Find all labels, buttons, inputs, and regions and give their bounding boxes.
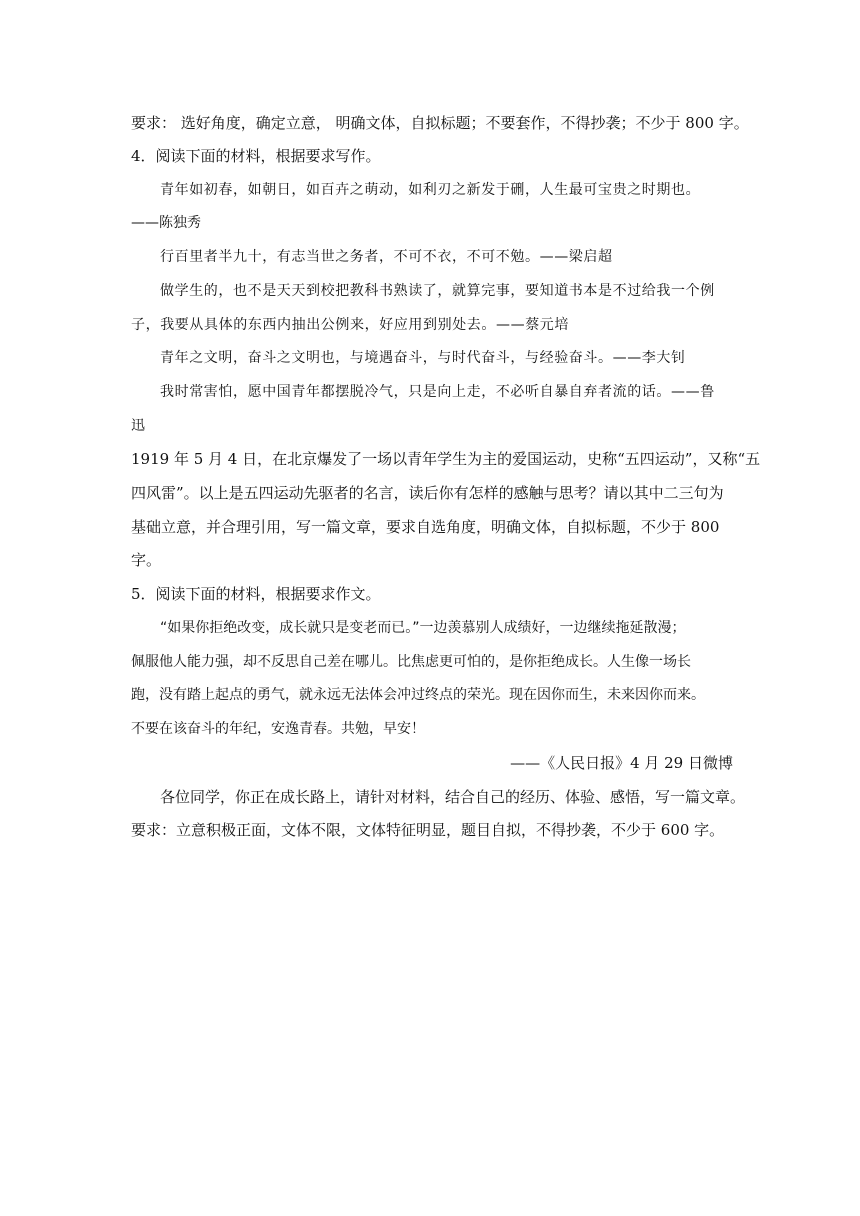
q5-material-line2: 佩服他人能力强，却不反思自己差在哪儿。比焦虑更可怕的，是你拒绝成长。人生像一场长 bbox=[131, 654, 691, 670]
q5-material-line3: 跑，没有踏上起点的勇气，就永远无法体会冲过终点的荣光。现在因你而生，未来因你而来。 bbox=[131, 687, 705, 703]
q5-material-line4: 不要在该奋斗的年纪，安逸青春。共勉，早安！ bbox=[131, 721, 425, 737]
q5-material-line1: “如果你拒绝改变，成长就只是变老而已。”一边羡慕别人成绩好，一边继续拖延散漫； bbox=[160, 620, 686, 636]
q5-prompt-line2: 要求：立意积极正面，文体不限，文体特征明显，题目自拟，不得抄袭，不少于 600 字。 bbox=[131, 821, 725, 839]
q4-quote-li-dazhao: 青年之文明，奋斗之文明也，与境遇奋斗，与时代奋斗，与经验奋斗。——李大钊 bbox=[160, 350, 686, 366]
q4-quote-cai-yuanpei-line2: 子，我要从具体的东西内抽出公例来，好应用到别处去。——蔡元培 bbox=[131, 317, 569, 333]
q4-quote-cai-yuanpei-line1: 做学生的，也不是天天到校把教科书熟读了，就算完事，要知道书本是不过给我一个例 bbox=[160, 283, 715, 299]
q4-heading: 4．阅读下面的材料，根据要求写作。 bbox=[131, 147, 381, 165]
q4-quote-lu-xun-line1: 我时常害怕，愿中国青年都摆脱冷气，只是向上走，不必听自暴自弃者流的话。——鲁 bbox=[160, 384, 715, 400]
q4-quote-liang-qichao: 行百里者半九十，有志当世之务者，不可不衣，不可不勉。——梁启超 bbox=[160, 249, 613, 265]
q5-heading: 5．阅读下面的材料，根据要求作文。 bbox=[131, 585, 381, 603]
q4-quote-chen-duxiu-attribution: ——陈独秀 bbox=[131, 215, 201, 231]
q4-prompt-line2: 四风雷”。以上是五四运动先驱者的名言，读后你有怎样的感触与思考？请以其中二三句为 bbox=[131, 484, 724, 502]
q4-prompt-line3: 基础立意，并合理引用，写一篇文章，要求自选角度，明确文体，自拟标题，不少于 800 bbox=[131, 518, 720, 536]
q3-requirement: 要求： 选好角度，确定立意， 明确文体，自拟标题；不要套作，不得抄袭；不少于 800 字。 bbox=[131, 114, 749, 132]
q5-source: ——《人民日报》4 月 29 日微博 bbox=[510, 754, 733, 772]
q5-prompt-line1: 各位同学，你正在成长路上，请针对材料，结合自己的经历、体验、感悟，写一篇文章。 bbox=[160, 788, 746, 806]
q4-prompt-line4: 字。 bbox=[131, 551, 162, 569]
q4-quote-lu-xun-line2: 迅 bbox=[131, 418, 145, 434]
q4-prompt-line1: 1919 年 5 月 4 日，在北京爆发了一场以青年学生为主的爱国运动，史称“五四运动”，又称“五 bbox=[131, 450, 761, 468]
q4-quote-chen-duxiu: 青年如初春，如朝日，如百卉之萌动，如利刃之新发于硎，人生最可宝贵之时期也。 bbox=[160, 182, 701, 198]
